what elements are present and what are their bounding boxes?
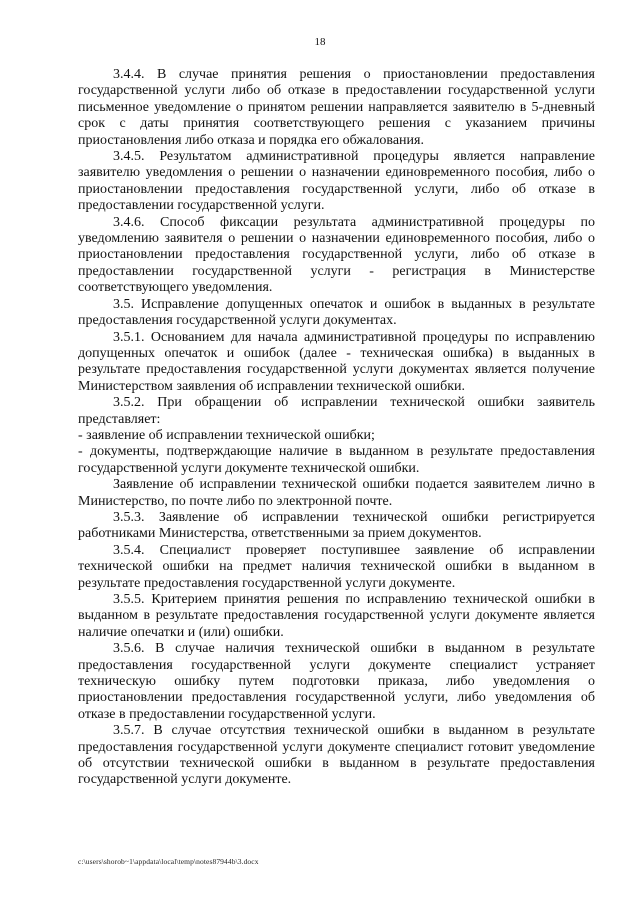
paragraph-3-5: 3.5. Исправление допущенных опечаток и ошибок в выданных в результате предоставления государственной услуги документах. bbox=[78, 296, 595, 329]
paragraph-3-4-4: 3.4.4. В случае принятия решения о приостановлении предоставления государственной услуги либо об отказе в предоставлении государственной услуги письменное уведомление о принятом решении направляется заявителю в 5-дневный срок с даты принятия соответствующего решения с указанием причины приостановления либо отказа и порядка его обжалования. bbox=[78, 67, 595, 148]
footer-file-path: c:\users\shorob~1\appdata\local\temp\notes87944b\3.docx bbox=[78, 857, 259, 866]
page-number: 18 bbox=[314, 36, 326, 48]
paragraph-3-5-1: 3.5.1. Основанием для начала административной процедуры по исправлению допущенных опечаток и ошибок (далее - техническая ошибка) в выданных в результате предоставления государственной услуги документах является получение Министерством заявления об исправлении технической ошибки. bbox=[78, 329, 595, 394]
paragraph-submission: Заявление об исправлении технической ошибки подается заявителем лично в Министерство, по почте либо по электронной почте. bbox=[78, 477, 595, 509]
paragraph-3-5-2: 3.5.2. При обращении об исправлении технической ошибки заявитель представляет: bbox=[78, 395, 595, 427]
document-body bbox=[78, 67, 595, 789]
paragraph-3-5-4: 3.5.4. Специалист проверяет поступившее заявление об исправлении технической ошибки на предмет наличия технической ошибки в выданном в результате предоставления государственной услуги документе. bbox=[78, 542, 595, 591]
list-item-application: - заявление об исправлении технической ошибки; bbox=[78, 427, 375, 443]
paragraph-3-4-6: 3.4.6. Способ фиксации результата административной процедуры по уведомлению заявителя о решении о назначении единовременного пособия, либо о приостановлении предоставления государственной услуги, либо об отказе в предоставлении государственной услуги - регистрация в Министерстве соответствующего уведомления. bbox=[78, 214, 595, 296]
list-item-documents: - документы, подтверждающие наличие в выданном в результате предоставления государственной услуги документе технической ошибки. bbox=[78, 444, 595, 476]
paragraph-3-5-6: 3.5.6. В случае наличия технической ошибки в выданном в результате предоставления государственной услуги документе специалист устраняет техническую ошибку путем подготовки приказа, либо уведомления о приостановлении предоставления государственной услуги, либо уведомления об отказе в предоставлении государственной услуги. bbox=[78, 641, 595, 722]
paragraph-3-5-5: 3.5.5. Критерием принятия решения по исправлению технической ошибки в выданном в результате предоставления государственной услуги документе является наличие опечатки и (или) ошибки. bbox=[78, 592, 595, 640]
paragraph-3-5-7: 3.5.7. В случае отсутствия технической ошибки в выданном в результате предоставления государственной услуги документе специалист готовит уведомление об отсутствии технической ошибки в выданном в результате предоставления государственной услуги документе. bbox=[78, 723, 595, 788]
paragraph-3-4-5: 3.4.5. Результатом административной процедуры является направление заявителю уведомления о решении о назначении единовременного пособия, либо о приостановлении предоставления государственной услуги, либо об отказе в предоставлении государственной услуги. bbox=[78, 149, 595, 214]
paragraph-3-5-3: 3.5.3. Заявление об исправлении технической ошибки регистрируется работниками Министерства, ответственными за прием документов. bbox=[78, 509, 595, 542]
